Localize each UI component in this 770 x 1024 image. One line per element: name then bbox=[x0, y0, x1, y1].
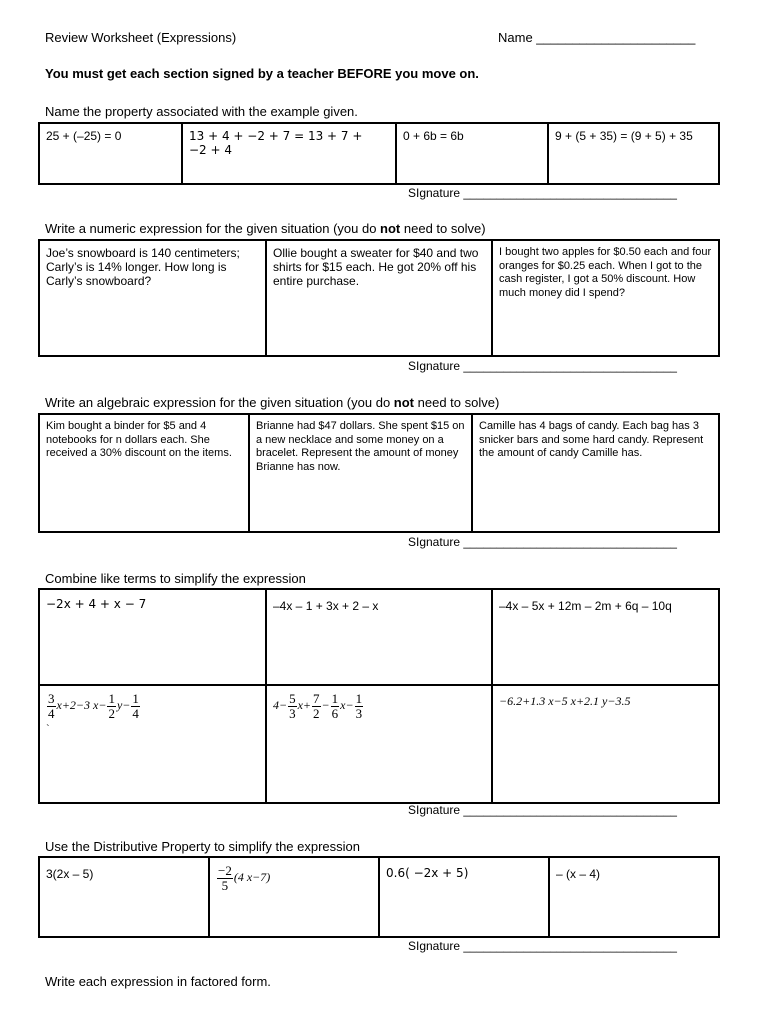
signature-line-5[interactable]: SIgnature ________________________________ bbox=[408, 939, 677, 953]
expression-5: 4− $\frac{5}{3}$ x+ $\frac{7}{2}$ − $\frac{1}{6}$ x− $\frac{1}{3}$ bbox=[273, 691, 363, 721]
signature-line-3[interactable]: SIgnature ________________________________ bbox=[408, 535, 677, 549]
section5-table bbox=[38, 856, 720, 938]
distributive-cell[interactable] bbox=[39, 857, 209, 937]
property-example-4: 9 + (5 + 35) = (9 + 5) + 35 bbox=[555, 129, 693, 143]
property-example-cell[interactable] bbox=[39, 123, 182, 184]
numeric-expression-cell[interactable] bbox=[266, 240, 492, 356]
stray-mark: ` bbox=[46, 723, 50, 735]
signature-line-1[interactable]: SIgnature ________________________________ bbox=[408, 186, 677, 200]
property-example-1: 25 + (–25) = 0 bbox=[46, 129, 122, 143]
situation-text-4: Kim bought a binder for $5 and 4 notebooks for n dollars each. She received a 30% discount on the items. bbox=[46, 420, 232, 459]
combine-terms-cell[interactable] bbox=[39, 685, 266, 803]
property-example-cell[interactable] bbox=[396, 123, 548, 184]
expression-3: –4x – 5x + 12m – 2m + 6q – 10q bbox=[499, 599, 672, 613]
combine-terms-cell[interactable] bbox=[266, 685, 492, 803]
expression-4: $\frac{3}{4}$ x+2−3 x− $\frac{1}{2}$ y− $\frac{1}{4}$ bbox=[48, 691, 139, 721]
situation-text-6: Camille has 4 bags of candy. Each bag has 3 snicker bars and some hard candy. Represent the amount of candy Camille has. bbox=[479, 420, 704, 459]
section3-table bbox=[38, 413, 720, 533]
situation-text-3: I bought two apples for $0.50 each and four oranges for $0.25 each. When I got to the cash register, I got a 50% discount. How much money did I spend? bbox=[499, 246, 712, 299]
distributive-expression-3: 0.6( −2x + 5) bbox=[386, 866, 469, 880]
combine-terms-cell[interactable] bbox=[266, 589, 492, 685]
property-example-2b: −2 + 4 bbox=[189, 143, 233, 157]
property-example-2a: 13 + 4 + −2 + 7 = 13 + 7 + bbox=[189, 129, 363, 143]
numeric-expression-cell[interactable] bbox=[492, 240, 719, 356]
combine-terms-cell[interactable] bbox=[39, 589, 266, 685]
property-example-cell[interactable] bbox=[548, 123, 719, 184]
combine-terms-cell[interactable] bbox=[492, 589, 719, 685]
numeric-expression-cell[interactable] bbox=[39, 240, 266, 356]
property-example-3: 0 + 6b = 6b bbox=[403, 129, 464, 143]
section1-table bbox=[38, 122, 720, 185]
property-example-cell[interactable] bbox=[182, 123, 396, 184]
combine-terms-cell[interactable] bbox=[492, 685, 719, 803]
distributive-cell[interactable] bbox=[209, 857, 379, 937]
distributive-expression-4: – (x – 4) bbox=[556, 867, 601, 881]
expression-2: –4x – 1 + 3x + 2 – x bbox=[273, 599, 379, 613]
algebraic-expression-cell[interactable] bbox=[249, 414, 472, 532]
section5-heading: Use the Distributive Property to simplify the expression bbox=[45, 839, 361, 854]
signature-line-4[interactable]: SIgnature ________________________________ bbox=[408, 803, 677, 817]
section3-heading: Write an algebraic expression for the given situation (you do not need to solve) bbox=[45, 395, 500, 410]
distributive-cell[interactable] bbox=[379, 857, 549, 937]
name-field-label[interactable]: Name ______________________ bbox=[498, 30, 696, 45]
distributive-cell[interactable] bbox=[549, 857, 719, 937]
section1-heading: Name the property associated with the example given. bbox=[45, 104, 358, 119]
section4-heading: Combine like terms to simplify the expression bbox=[45, 571, 306, 586]
expression-6: −6.2+1.3 x−5 x+2.1 y−3.5 bbox=[499, 694, 631, 708]
section6-heading: Write each expression in factored form. bbox=[45, 974, 271, 989]
section2-heading: Write a numeric expression for the given situation (you do not need to solve) bbox=[45, 221, 486, 236]
algebraic-expression-cell[interactable] bbox=[472, 414, 719, 532]
distributive-expression-1: 3(2x – 5) bbox=[46, 867, 94, 881]
worksheet-title: Review Worksheet (Expressions) bbox=[45, 30, 237, 45]
situation-text-2: Ollie bought a sweater for $40 and two shirts for $15 each. He got 20% off his entire purchase. bbox=[273, 246, 479, 288]
section4-table bbox=[38, 588, 720, 804]
situation-text-1: Joe’s snowboard is 140 centimeters; Carly’s is 14% longer. How long is Carly’s snowboard? bbox=[46, 246, 240, 288]
signature-line-2[interactable]: SIgnature ________________________________ bbox=[408, 359, 677, 373]
algebraic-expression-cell[interactable] bbox=[39, 414, 249, 532]
expression-1: −2x + 4 + x − 7 bbox=[46, 597, 147, 611]
instruction-text: You must get each section signed by a teacher BEFORE you move on. bbox=[45, 66, 479, 81]
section2-table bbox=[38, 239, 720, 357]
distributive-expression-2: $\frac{-2}{5}$ (4 x−7) bbox=[218, 863, 271, 893]
situation-text-5: Brianne had $47 dollars. She spent $15 on a new necklace and some money on a bracelet. Represent the amount of money Brianne has now. bbox=[256, 420, 465, 473]
